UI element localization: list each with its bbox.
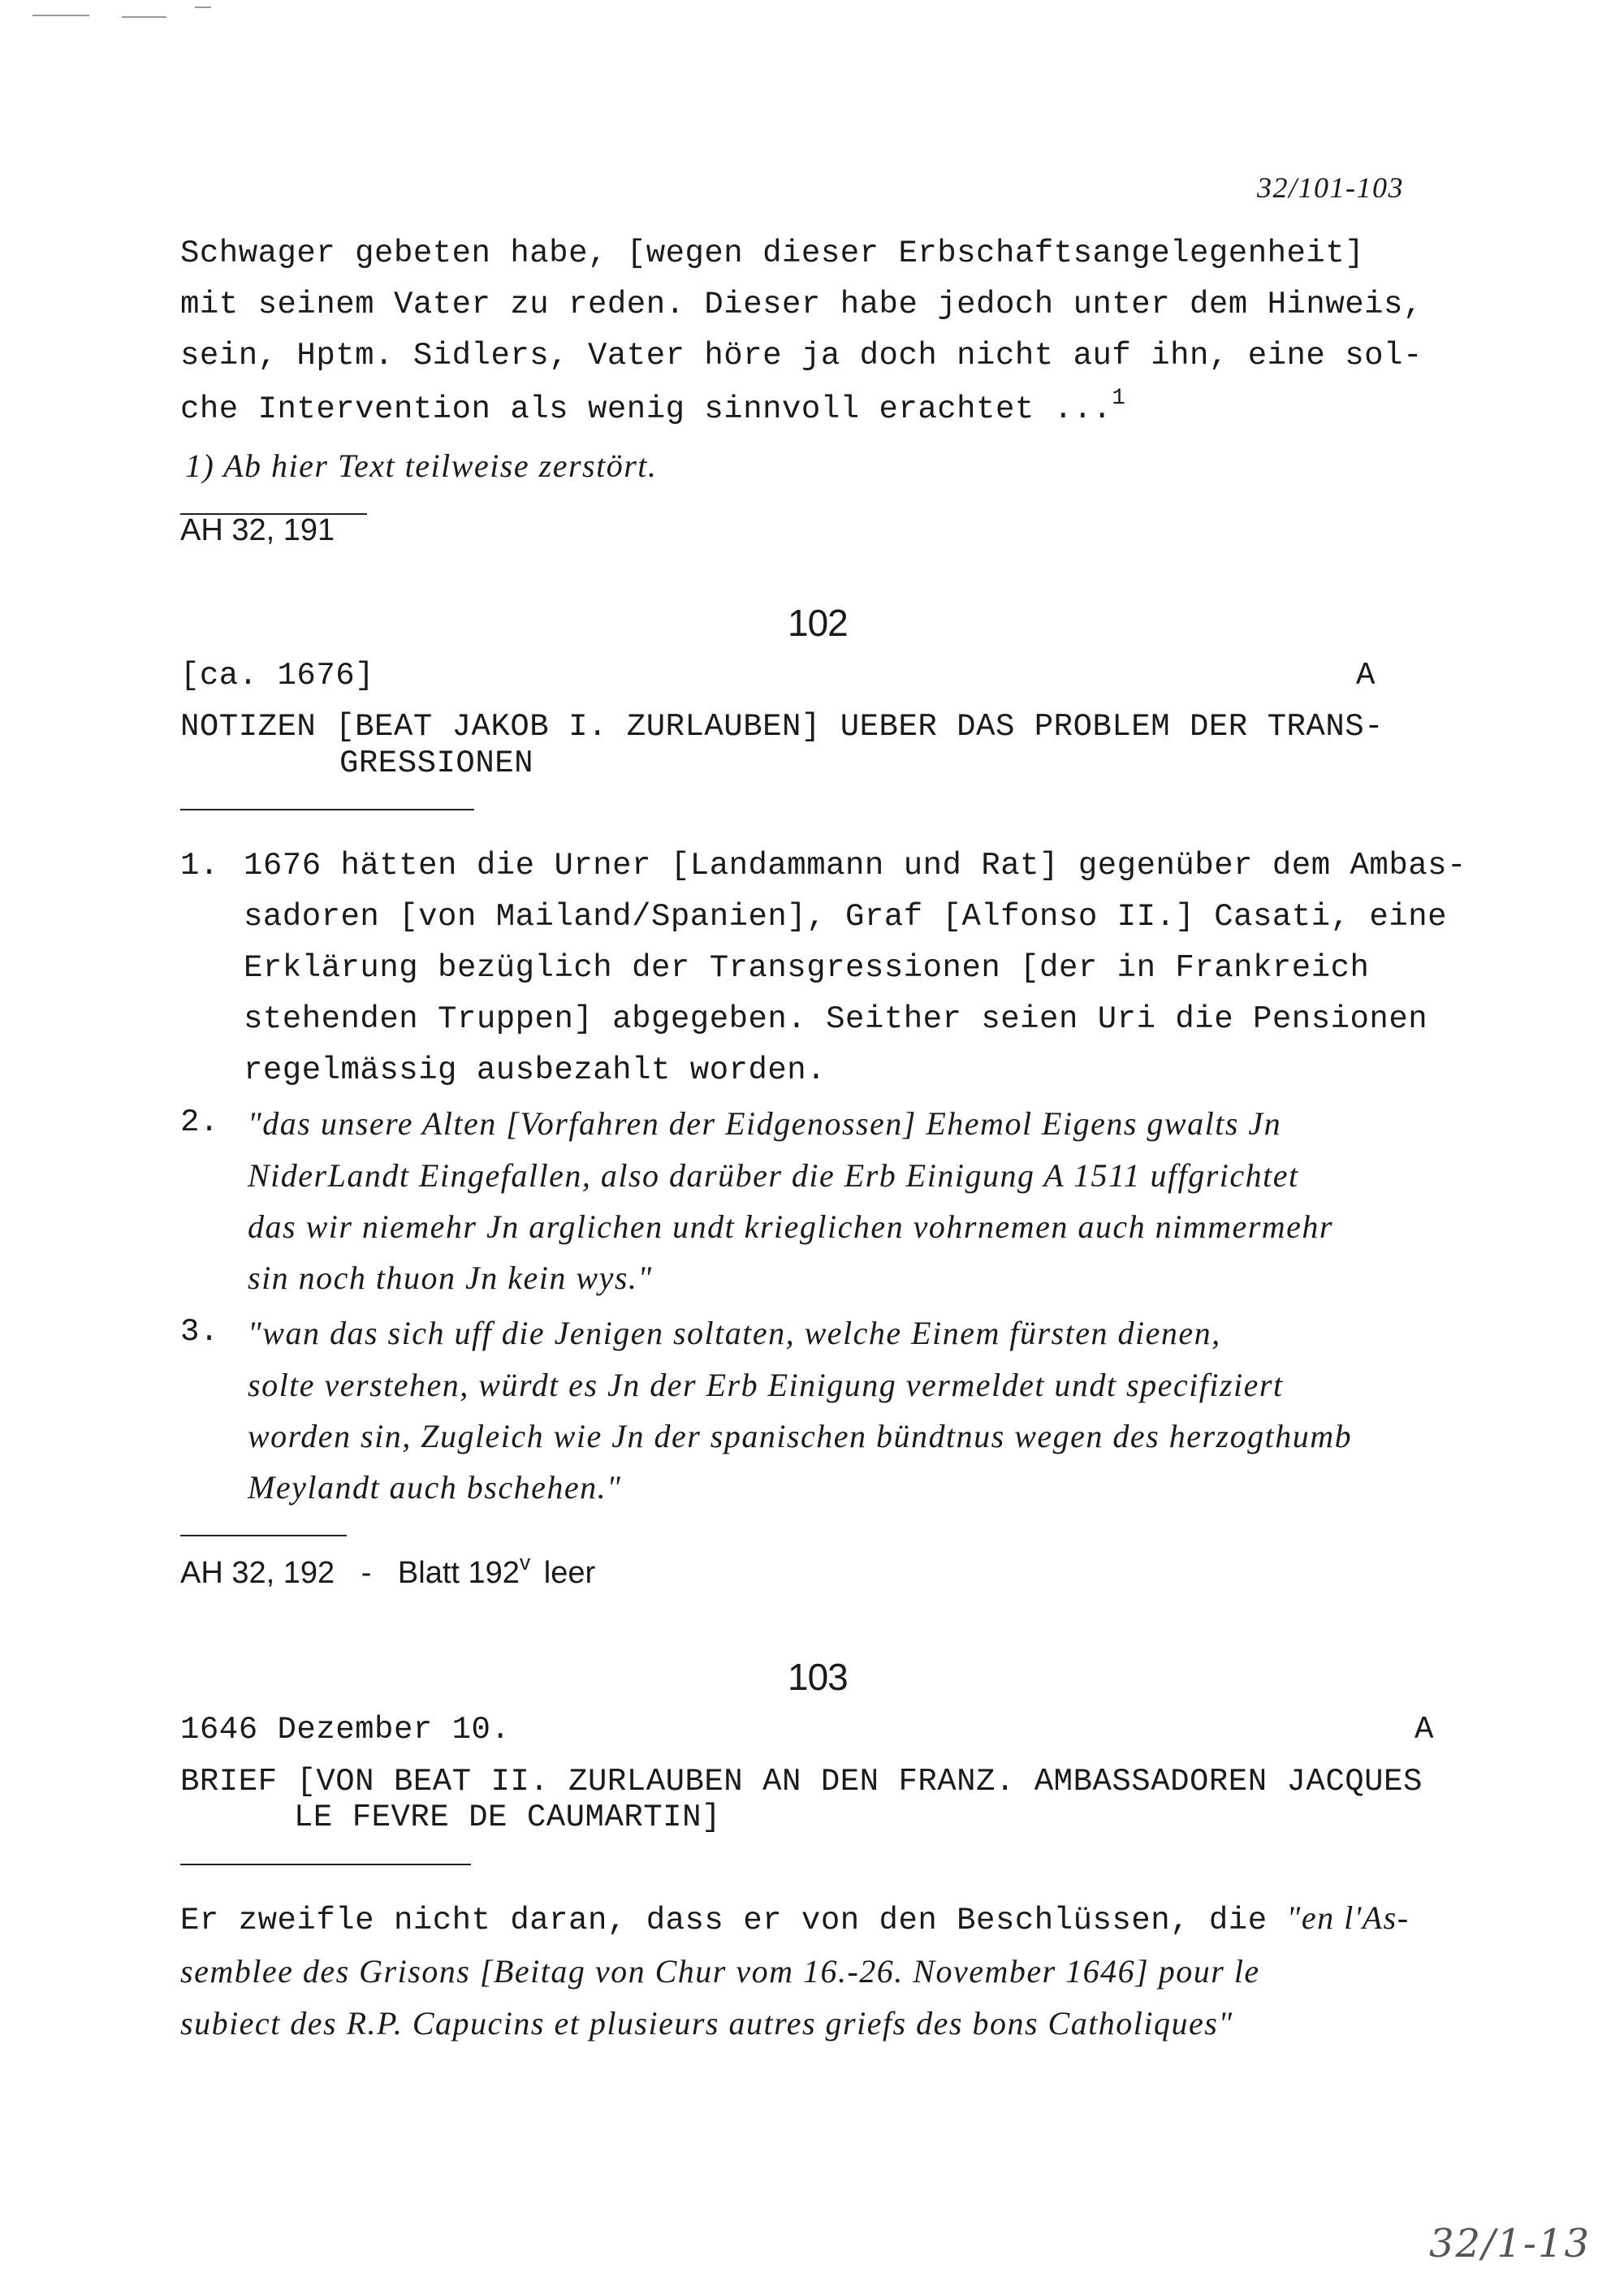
list-marker: 2. <box>180 1104 219 1140</box>
list-item-line: Erklärung bezüglich der Transgressionen [der in Frankreich <box>244 950 1370 986</box>
document-number: 103 <box>788 1656 848 1698</box>
scan-mark <box>32 15 89 16</box>
body-line: sein, Hptm. Sidlers, Vater höre ja doch nicht auf ihn, eine sol- <box>180 338 1423 374</box>
list-item-line: Meylandt auch bschehen." <box>248 1469 622 1506</box>
list-item-line: stehenden Truppen] abgegeben. Seither seien Uri die Pensionen <box>244 1001 1428 1037</box>
source-ref: AH 32, 192 <box>180 1556 335 1590</box>
list-item-line: solte verstehen, würdt es Jn der Erb Einigung vermeldet undt specifiziert <box>248 1367 1284 1403</box>
scan-mark <box>195 6 211 8</box>
body-line <box>180 386 1126 427</box>
list-item-line: regelmässig ausbezahlt worden. <box>244 1052 827 1088</box>
body-text: che Intervention als wenig sinnvoll erachtet ... <box>180 391 1112 427</box>
source-citation: AH 32, 191 <box>180 513 335 547</box>
list-item-line: 1676 hätten die Urner [Landammann und Rat] gegenüber dem Ambas- <box>244 848 1466 884</box>
body-line: Schwager gebeten habe, [wegen dieser Erbschaftsangelegenheit] <box>180 235 1365 271</box>
document-title: NOTIZEN [BEAT JAKOB I. ZURLAUBEN] UEBER DAS PROBLEM DER TRANS- <box>180 709 1384 745</box>
list-item-line: sadoren [von Mailand/Spanien], Graf [Alfonso II.] Casati, eine <box>244 899 1448 935</box>
list-item-line: "wan das sich uff die Jenigen soltaten, welche Einem fürsten dienen, <box>248 1315 1221 1351</box>
document-date: 1646 Dezember 10. <box>180 1712 511 1748</box>
body-line: mit seinem Vater zu reden. Dieser habe jedoch unter dem Hinweis, <box>180 287 1423 322</box>
document-title: LE FEVRE DE CAUMARTIN] <box>294 1800 721 1835</box>
list-item-line: "das unsere Alten [Vorfahren der Eidgenossen] Ehemol Eigens gwalts Jn <box>248 1105 1282 1142</box>
document-title: GRESSIONEN <box>339 745 534 781</box>
scan-mark <box>122 16 166 18</box>
verso-mark: v <box>519 1550 531 1575</box>
handwritten-archive-mark: 32/1-13 <box>1429 2221 1592 2266</box>
body-text: Er zweifle nicht daran, dass er von den Beschlüssen, die <box>180 1903 1287 1938</box>
list-item-line: worden sin, Zugleich wie Jn der spanischen bündtnus wegen des herzogthumb <box>248 1418 1353 1454</box>
list-item-line: NiderLandt Eingefallen, also darüber die Erb Einigung A 1511 uffgrichtet <box>248 1157 1299 1194</box>
body-line: semblee des Grisons [Beitag von Chur vom 16.-26. November 1646] pour le <box>180 1953 1260 1990</box>
source-separator: - <box>361 1556 372 1590</box>
footnote-mark: 1 <box>1112 386 1126 412</box>
document-type: A <box>1415 1712 1434 1748</box>
list-item-line: das wir niemehr Jn arglichen undt krieglichen vohrnemen auch nimmermehr <box>248 1208 1333 1245</box>
body-line: subiect des R.P. Capucins et plusieurs autres griefs des bons Catholiques" <box>180 2005 1233 2042</box>
title-rule <box>180 1864 471 1865</box>
body-quote: "en l'As- <box>1286 1899 1410 1936</box>
footnote: 1) Ab hier Text teilweise zerstört. <box>185 447 658 484</box>
source-citation <box>180 1550 596 1591</box>
document-type: A <box>1356 658 1376 693</box>
document-title: BRIEF [VON BEAT II. ZURLAUBEN AN DEN FRANZ. AMBASSADOREN JACQUES <box>180 1764 1423 1800</box>
source-rule <box>180 1535 347 1536</box>
title-rule <box>180 809 474 810</box>
list-marker: 1. <box>180 848 219 884</box>
document-date: [ca. 1676] <box>180 658 375 693</box>
list-item-line: sin noch thuon Jn kein wys." <box>248 1260 653 1296</box>
source-note: leer <box>543 1556 596 1590</box>
document-number: 102 <box>788 602 848 644</box>
list-marker: 3. <box>180 1314 219 1350</box>
body-line <box>180 1899 1410 1938</box>
page-reference: 32/101-103 <box>1257 171 1404 204</box>
source-note: Blatt 192 <box>397 1556 520 1590</box>
